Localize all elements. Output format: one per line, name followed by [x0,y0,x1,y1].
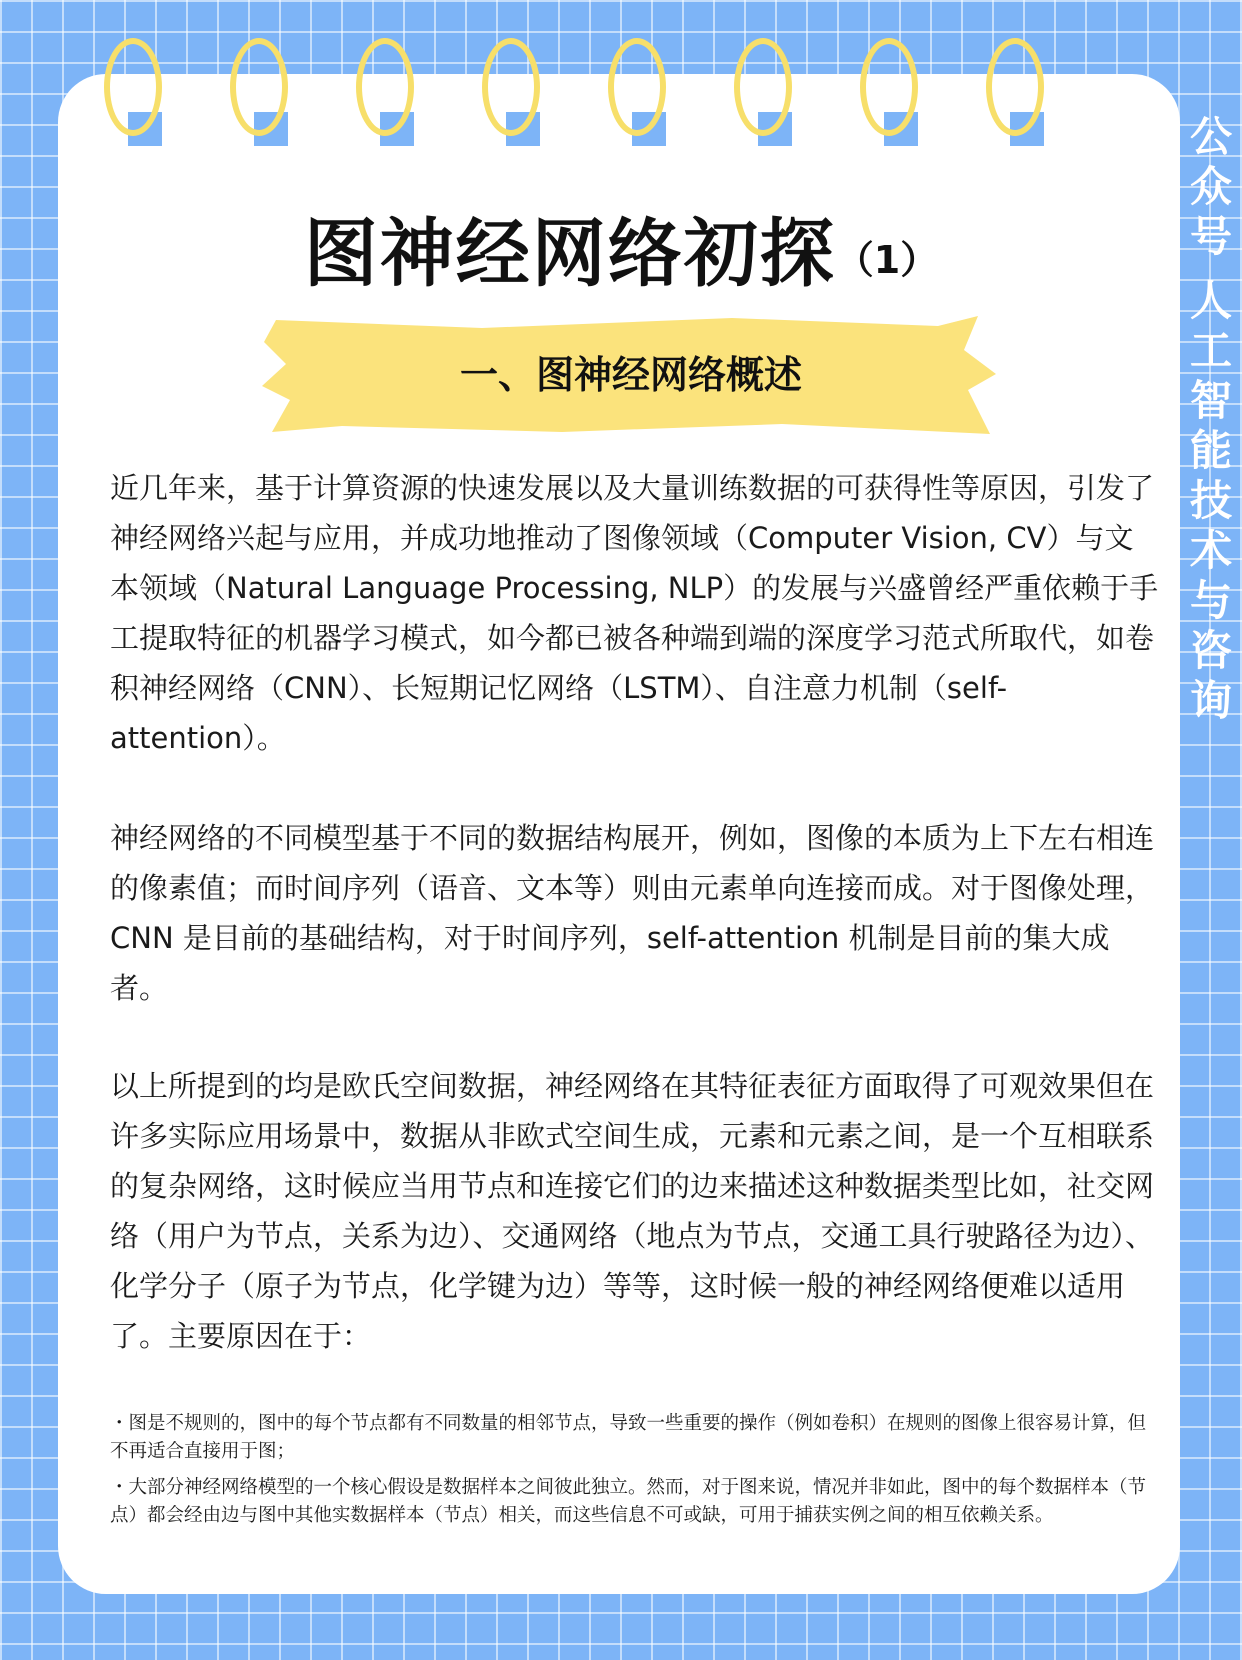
list-item: ・大部分神经网络模型的一个核心假设是数据样本之间彼此独立。然而，对于图来说，情况并非如此，图中的每个数据样本（节点）都会经由边与图中其他实数据样本（节点）相关，而这些信息不可或缺，可用于捕获实例之间的相互依赖关系。 [110,1477,1147,1526]
side-label-char: 工 [1189,326,1232,375]
binder-ring [476,38,566,148]
side-label-char: 智 [1189,376,1232,425]
side-label-char: 号 [1189,212,1232,261]
binder-ring [98,38,188,148]
side-label-char: 咨 [1189,626,1232,675]
reasons-list [110,1410,1162,1538]
page-title [0,212,1242,302]
list-item: ・图是不规则的，图中的每个节点都有不同数量的相邻节点，导致一些重要的操作（例如卷积）在规则的图像上很容易计算，但不再适合直接用于图； [110,1413,1147,1462]
side-label-char: 众 [1189,162,1232,211]
side-label-char: 人 [1189,276,1232,325]
page-title-main: 图神经网络初探 [303,211,836,297]
paragraph-data-structures: 神经网络的不同模型基于不同的数据结构展开，例如，图像的本质为上下左右相连的像素值；而时间序列（语音、文本等）则由元素单向连接而成。对于图像处理，CNN 是目前的基础结构，对于时间序列，self-attention 机制是目前的集大成者。 [110,821,1155,1005]
side-label-wechat-account [1188,112,1234,726]
paragraph-intro: 近几年来，基于计算资源的快速发展以及大量训练数据的可获得性等原因，引发了神经网络兴起与应用，并成功地推动了图像领域（Computer Vision, CV）与文本领域（Natural Language Processing, NLP）的发展与兴盛曾经严重依赖于手工提取特征的机器学习模式，如今都已被各种端到端的深度学习范式所取代，如卷积神经网络（CNN）、长短期记忆网络（LSTM）、自注意力机制（self-attention）。 [110,471,1159,755]
side-label-char: 公 [1189,112,1232,161]
binder-ring [224,38,314,148]
binder-ring [602,38,692,148]
side-label-char: 询 [1189,676,1232,725]
section-banner [262,316,1000,434]
binder-ring [854,38,944,148]
binder-ring [350,38,440,148]
binder-ring [980,38,1070,148]
side-label-char: 技 [1189,476,1232,525]
paragraph-non-euclidean: 以上所提到的均是欧氏空间数据，神经网络在其特征表征方面取得了可观效果但在许多实际应用场景中，数据从非欧式空间生成，元素和元素之间，是一个互相联系的复杂网络，这时候应当用节点和连接它们的边来描述这种数据类型比如，社交网络（用户为节点，关系为边）、交通网络（地点为节点，交通工具行驶路径为边）、化学分子（原子为节点，化学键为边）等等，这时候一般的神经网络便难以适用了。主要原因在于： [110,1069,1155,1353]
side-label-char: 与 [1189,576,1232,625]
binder-ring [728,38,818,148]
side-label-char: 术 [1189,526,1232,575]
page-title-suffix: （1） [835,238,939,282]
section-heading: 一、图神经网络概述 [459,353,802,397]
side-label-char: 能 [1189,426,1232,475]
